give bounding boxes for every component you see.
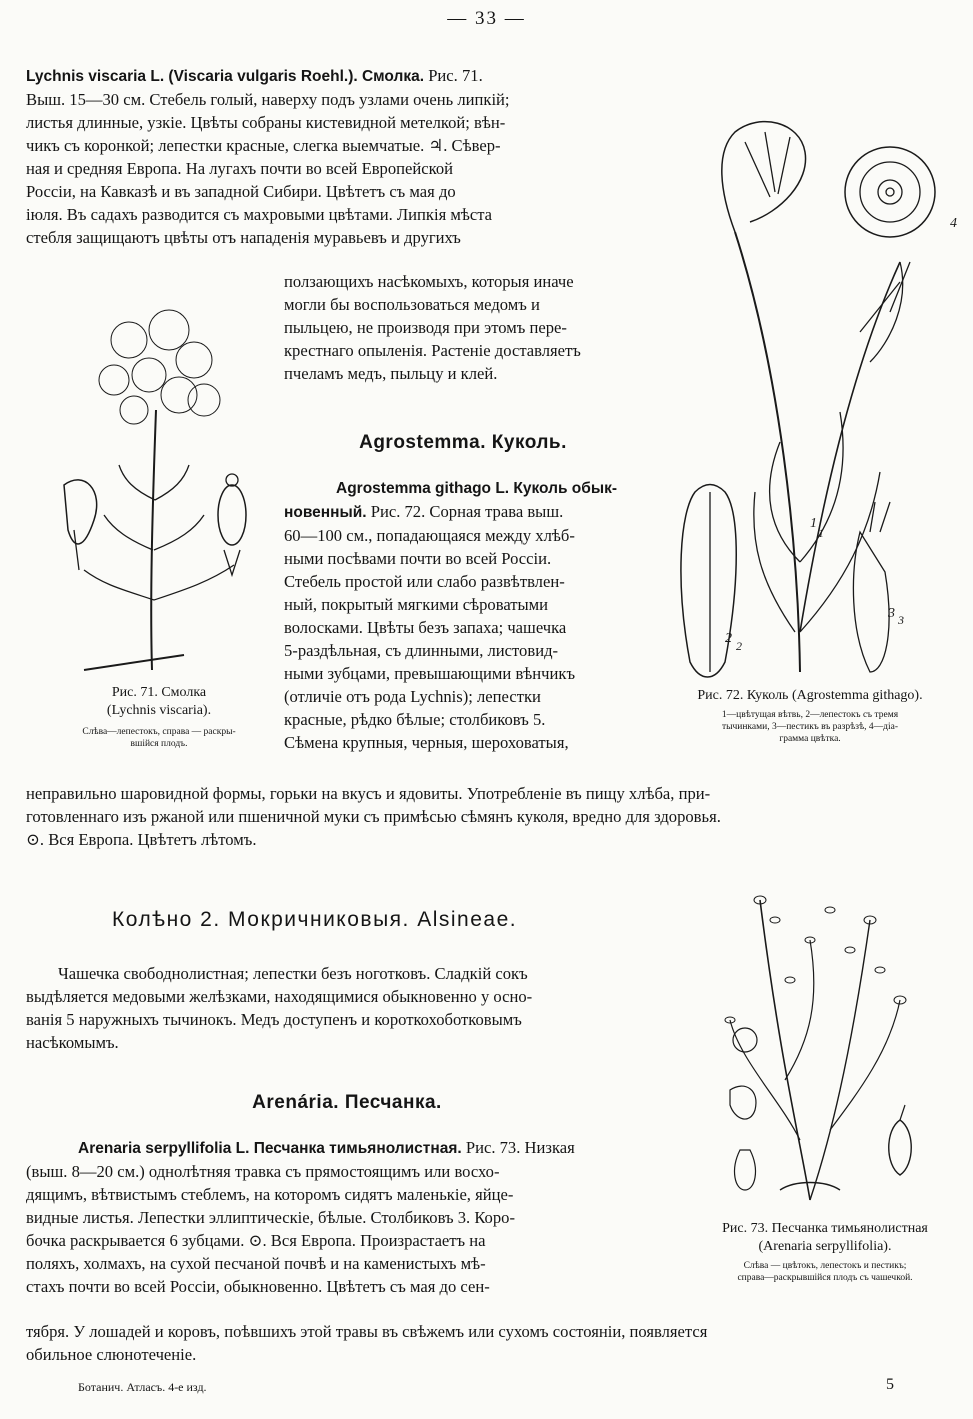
fig72-label-2b: 2 <box>736 639 742 653</box>
fig72-label-1a: 1 <box>810 516 817 531</box>
lychnis-line-7: стебля защищаютъ цвѣты отъ нападенія муравьевъ и другихъ <box>26 228 461 247</box>
arenaria-wide-line-1: тября. У лошадей и коровъ, поѣвшихъ этой травы въ свѣжемъ или сухомъ состояніи, появляется <box>26 1322 708 1341</box>
agrostemma-fig-ref: Рис. 72. <box>370 502 426 521</box>
fig73-caption-line-4: справа—раскрывшійся плодъ съ чашечкой. <box>737 1273 913 1283</box>
agrostemma-line-6: волосками. Цвѣты безъ запаха; чашечка <box>284 618 567 637</box>
arenaria-section-wide <box>26 1320 946 1366</box>
fig72-caption-line-3: тычинками, 3—пестикъ въ разрѣзѣ, 4—діа- <box>721 722 899 732</box>
fig71-caption-line-1: Рис. 71. Смолка <box>111 685 207 700</box>
lychnis-narrow-line-3: пыльцею, не производя при этомъ пере- <box>284 318 567 337</box>
lychnis-line-3: чикъ съ коронкой; лепестки красные, слегка выемчатые. ♃. Сѣвер- <box>26 136 501 155</box>
fig72-caption <box>662 687 958 745</box>
fig71-illustration <box>34 300 270 680</box>
fig72-label-4: 4 <box>950 216 957 231</box>
fig72-label-3b: 3 <box>898 613 904 627</box>
fig73-caption-line-2: (Arenaria serpyllifolia). <box>758 1239 892 1254</box>
alsineae-line-3: ванія 5 наружныхъ тычинокъ. Медъ доступенъ и короткохоботковымъ <box>26 1010 522 1029</box>
agrostemma-wide-line-3: ⊙. Вся Европа. Цвѣтетъ лѣтомъ. <box>26 830 257 849</box>
agrostemma-genus-heading: Agrostemma. Куколь. <box>359 432 567 453</box>
arenaria-line-5: поляхъ, холмахъ, на сухой песчаной почвѣ и на каменистыхъ мѣ- <box>26 1254 486 1273</box>
fig71-caption-line-4: вшійся плодъ. <box>130 739 188 749</box>
agrostemma-line-1: Сорная трава выш. <box>429 502 564 521</box>
arenaria-line-6: стахъ почти во всей Россіи, обыкновенно. Цвѣтетъ съ мая до сен- <box>26 1277 490 1296</box>
footer-left: Ботанич. Атласъ. 4-е изд. <box>78 1380 207 1394</box>
alsineae-line-2: выдѣляется медовыми желѣзками, находящимися обыкновенно у осно- <box>26 987 533 1006</box>
fig73-illustration <box>700 880 950 1210</box>
agrostemma-section-wide <box>26 782 946 851</box>
agrostemma-line-2: 60—100 см., попадающаяся между хлѣб- <box>284 526 575 545</box>
arenaria-line-3: видные листья. Лепестки эллиптическіе, бѣлые. Столбиковъ 3. Коро- <box>26 1208 515 1227</box>
arenaria-line-1: (выш. 8—20 см.) однолѣтняя травка съ прямостоящимъ или восхо- <box>26 1162 500 1181</box>
fig72-illustration <box>660 112 960 682</box>
agrostemma-line-5: ный, покрытый мягкими сѣроватыми <box>284 595 549 614</box>
page-header: — 33 — <box>447 8 526 29</box>
lychnis-line-2: листья длинные, узкіе. Цвѣты собраны кистевидной метелкой; вѣн- <box>26 113 506 132</box>
lychnis-line-5: Россіи, на Кавказѣ и въ западной Сибири. Цвѣтетъ съ мая до <box>26 182 456 201</box>
fig73-caption <box>690 1220 960 1284</box>
lychnis-section-narrow <box>284 270 642 385</box>
lychnis-narrow-line-2: могли бы воспользоваться медомъ и <box>284 295 540 314</box>
alsineae-line-1: Чашечка свободнолистная; лепестки безъ ноготковъ. Сладкій сокъ <box>58 964 528 983</box>
agrostemma-line-10: красные, рѣдко бѣлые; столбиковъ 5. <box>284 710 546 729</box>
arenaria-species: Arenaria serpyllifolia L. Песчанка тимьянолистная. <box>78 1140 462 1157</box>
arenaria-fig-ref: Рис. 73. Низкая <box>465 1138 575 1157</box>
fig72-label-2a: 2 <box>725 631 732 646</box>
lychnis-narrow-line-1: ползающихъ насѣкомыхъ, которыя иначе <box>284 272 574 291</box>
arenaria-line-2: дящимъ, вѣтвистымъ стеблемъ, на которомъ сидятъ маленькіе, яйце- <box>26 1185 514 1204</box>
arenaria-wide-line-2: обильное слюнотеченіе. <box>26 1345 197 1364</box>
agrostemma-wide-line-1: неправильно шаровидной формы, горьки на вкусъ и ядовиты. Употребленіе въ пищу хлѣба, при- <box>26 784 711 803</box>
agrostemma-line-7: 5-раздѣльная, съ длинными, листовид- <box>284 641 559 660</box>
alsineae-section <box>26 962 668 1054</box>
agrostemma-section <box>284 476 642 754</box>
agrostemma-wide-line-2: готовленнаго изъ ржаной или пшеничной муки съ примѣсью сѣмянъ куколя, вредно для здоровья. <box>26 807 721 826</box>
lychnis-latin-name: Lychnis viscaria L. (Viscaria vulgaris Roehl.). Смолка. <box>26 68 425 85</box>
agrostemma-line-4: Стебель простой или слабо развѣтвлен- <box>284 572 565 591</box>
lychnis-section <box>26 64 642 249</box>
agrostemma-species-2: новенный. <box>284 504 367 521</box>
arenaria-genus-heading: Arenária. Песчанка. <box>252 1092 442 1113</box>
agrostemma-line-3: ными посѣвами почти во всей Россіи. <box>284 549 552 568</box>
fig72-caption-line-4: грамма цвѣтка. <box>779 734 841 744</box>
lychnis-narrow-line-4: крестнаго опыленія. Растеніе доставляетъ <box>284 341 581 360</box>
alsineae-heading: Колѣно 2. Мокричниковыя. Alsineae. <box>112 908 518 931</box>
lychnis-line-6: іюля. Въ садахъ разводится съ махровыми цвѣтами. Липкія мѣста <box>26 205 493 224</box>
fig73-caption-line-1: Рис. 73. Песчанка тимьянолистная <box>722 1221 928 1236</box>
lychnis-fig-ref: Рис. 71. <box>428 66 483 85</box>
fig72-label-3a: 3 <box>888 606 895 621</box>
fig71-caption <box>46 684 272 750</box>
lychnis-line-4: ная и средняя Европа. На лугахъ почти во всей Европейской <box>26 159 454 178</box>
fig71-caption-line-2: (Lychnis viscaria). <box>106 703 212 718</box>
lychnis-narrow-line-5: пчеламъ медъ, пыльцу и клей. <box>284 364 498 383</box>
fig72-caption-line-1: Рис. 72. Куколь (Agrostemma githago). <box>697 688 923 703</box>
agrostemma-line-9: (отличіе отъ рода Lychnis); лепестки <box>284 687 541 706</box>
agrostemma-line-8: ными зубцами, превышающими вѣнчикъ <box>284 664 576 683</box>
lychnis-line-1: Выш. 15—30 см. Стебель голый, наверху подъ узлами очень липкій; <box>26 90 510 109</box>
fig72-label-1b: 1 <box>818 526 824 540</box>
arenaria-section <box>26 1136 668 1298</box>
fig72-caption-line-2: 1—цвѣтущая вѣтвь, 2—лепестокъ съ тремя <box>721 710 899 720</box>
footer-page-number: 5 <box>886 1376 894 1393</box>
agrostemma-line-11: Сѣмена крупныя, черныя, шероховатыя, <box>284 733 569 752</box>
fig73-caption-line-3: Слѣва — цвѣтокъ, лепестокъ и пестикъ; <box>743 1261 907 1271</box>
arenaria-line-4: бочка раскрывается 6 зубцами. ⊙. Вся Европа. Произрастаетъ на <box>26 1231 486 1250</box>
agrostemma-species-1: Agrostemma githago L. Куколь обык- <box>336 480 617 497</box>
fig71-caption-line-3: Слѣва—лепестокъ, справа — раскры- <box>82 727 236 737</box>
alsineae-line-4: насѣкомымъ. <box>26 1033 119 1052</box>
